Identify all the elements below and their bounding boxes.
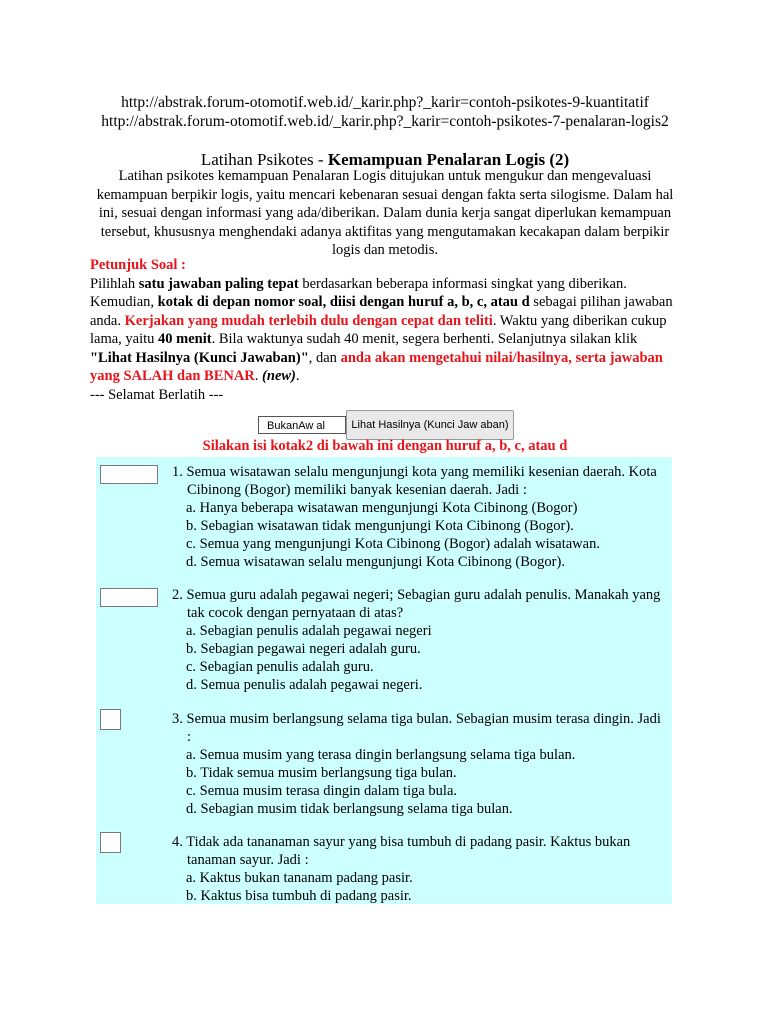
question-stem: 2. Semua guru adalah pegawai negeri; Sebagian guru adalah penulis. Manakah yang tak cocok dengan pernyataan di atas? — [172, 587, 661, 621]
option-a: a. Sebagian penulis adalah pegawai negeri — [186, 623, 432, 639]
intro-paragraph: Latihan psikotes kemampuan Penalaran Logis ditujukan untuk mengukur dan mengevaluasi kemampuan berpikir logis, yaitu mencari kebenaran sesuai dengan fakta serta silogisme. Dalam hal ini, sesuai dengan informasi yang ada/diberikan. Dalam dunia kerja sangat diperlukan kemampuan tersebut, khususnya menghendaki adanya aktifitas yang mengutamakan kecakapan dalam berpikir logis dan metodis. — [96, 168, 674, 258]
instr-text: berdasarkan beberapa informasi singkat yang diberikan. Kemudian, — [90, 275, 627, 310]
option-b: b. Sebagian pegawai negeri adalah guru. — [186, 641, 421, 657]
answer-box-3[interactable] — [100, 709, 121, 730]
question-2-text — [172, 586, 662, 694]
source-url-2[interactable]: http://abstrak.forum-otomotif.web.id/_karir.php?_karir=contoh-psikotes-7-penalaran-logis2 — [101, 113, 669, 130]
instr-red-emphasis: anda akan mengetahui nilai/hasilnya, serta jawaban yang SALAH dan BENAR — [90, 349, 663, 384]
quiz-panel — [96, 457, 672, 904]
instructions-heading: Petunjuk Soal : — [90, 257, 186, 273]
question-3-text — [172, 710, 662, 818]
start-button[interactable]: BukanAw al — [258, 416, 346, 434]
title-prefix: Latihan Psikotes - — [200, 150, 328, 169]
instr-text: Pilihlah — [90, 275, 139, 292]
instr-emphasis: 40 menit — [158, 331, 212, 347]
question-1-text — [172, 463, 662, 571]
answer-box-1[interactable] — [100, 465, 158, 484]
option-d: d. Semua wisatawan selalu mengunjungi Kota Cibinong (Bogor). — [186, 554, 565, 570]
question-stem: 1. Semua wisatawan selalu mengunjungi kota yang memiliki kesenian daerah. Kota Cibinong (Bogor) memiliki banyak kesenian daerah. Jadi : — [172, 464, 657, 498]
title-bold: Kemampuan Penalaran Logis (2) — [327, 150, 570, 169]
view-results-button[interactable]: Lihat Hasilnya (Kunci Jaw aban) — [346, 410, 514, 440]
button-row — [258, 410, 518, 440]
answer-box-4[interactable] — [100, 832, 121, 853]
option-b: b. Kaktus bisa tumbuh di padang pasir. — [186, 888, 412, 904]
option-a: a. Semua musim yang terasa dingin berlangsung selama tiga bulan. — [186, 747, 576, 763]
source-url-1[interactable]: http://abstrak.forum-otomotif.web.id/_karir.php?_karir=contoh-psikotes-9-kuantitatif — [121, 94, 649, 111]
instr-emphasis: kotak di depan nomor soal, diisi dengan huruf a, b, c, atau d — [157, 294, 530, 310]
question-stem: 3. Semua musim berlangsung selama tiga bulan. Sebagian musim terasa dingin. Jadi : — [172, 711, 661, 745]
instructions-body — [90, 275, 682, 386]
option-d: d. Semua penulis adalah pegawai negeri. — [186, 677, 423, 693]
instr-text: . — [295, 368, 300, 384]
instr-emphasis: satu jawaban paling tepat — [138, 275, 299, 292]
answer-box-2[interactable] — [100, 588, 158, 607]
instr-text: . Waktu yang diberikan cukup lama, yaitu — [90, 312, 667, 347]
instr-text: . — [254, 368, 263, 384]
option-c: c. Semua musim terasa dingin dalam tiga bula. — [186, 783, 458, 799]
instr-text: sebagai pilihan jawaban anda. — [90, 294, 673, 329]
option-a: a. Kaktus bukan tananam padang pasir. — [186, 870, 413, 886]
fill-instruction: Silakan isi kotak2 di bawah ini dengan huruf a, b, c, atau d — [202, 438, 568, 454]
new-tag: (new) — [262, 368, 296, 384]
option-a: a. Hanya beberapa wisatawan mengunjungi Kota Cibinong (Bogor) — [186, 500, 578, 516]
instr-text: . Bila waktunya sudah 40 menit, segera berhenti. Selanjutnya silakan klik — [211, 331, 638, 347]
instr-emphasis: "Lihat Hasilnya (Kunci Jawaban)" — [90, 349, 309, 366]
option-c: c. Semua yang mengunjungi Kota Cibinong (Bogor) adalah wisatawan. — [186, 536, 600, 552]
instr-text: , dan — [308, 349, 341, 366]
option-d: d. Sebagian musim tidak berlangsung selama tiga bulan. — [186, 801, 513, 817]
option-c: c. Sebagian penulis adalah guru. — [186, 659, 374, 675]
instr-red-emphasis: Kerjakan yang mudah terlebih dulu dengan cepat dan teliti — [124, 312, 493, 329]
question-4-text — [172, 833, 662, 905]
option-b: b. Tidak semua musim berlangsung tiga bulan. — [186, 765, 457, 781]
closing-line: --- Selamat Berlatih --- — [90, 386, 224, 403]
option-b: b. Sebagian wisatawan tidak mengunjungi Kota Cibinong (Bogor). — [186, 518, 574, 534]
instructions — [90, 256, 682, 404]
question-stem: 4. Tidak ada tananaman sayur yang bisa tumbuh di padang pasir. Kaktus bukan tanaman sayur. Jadi : — [172, 834, 631, 868]
